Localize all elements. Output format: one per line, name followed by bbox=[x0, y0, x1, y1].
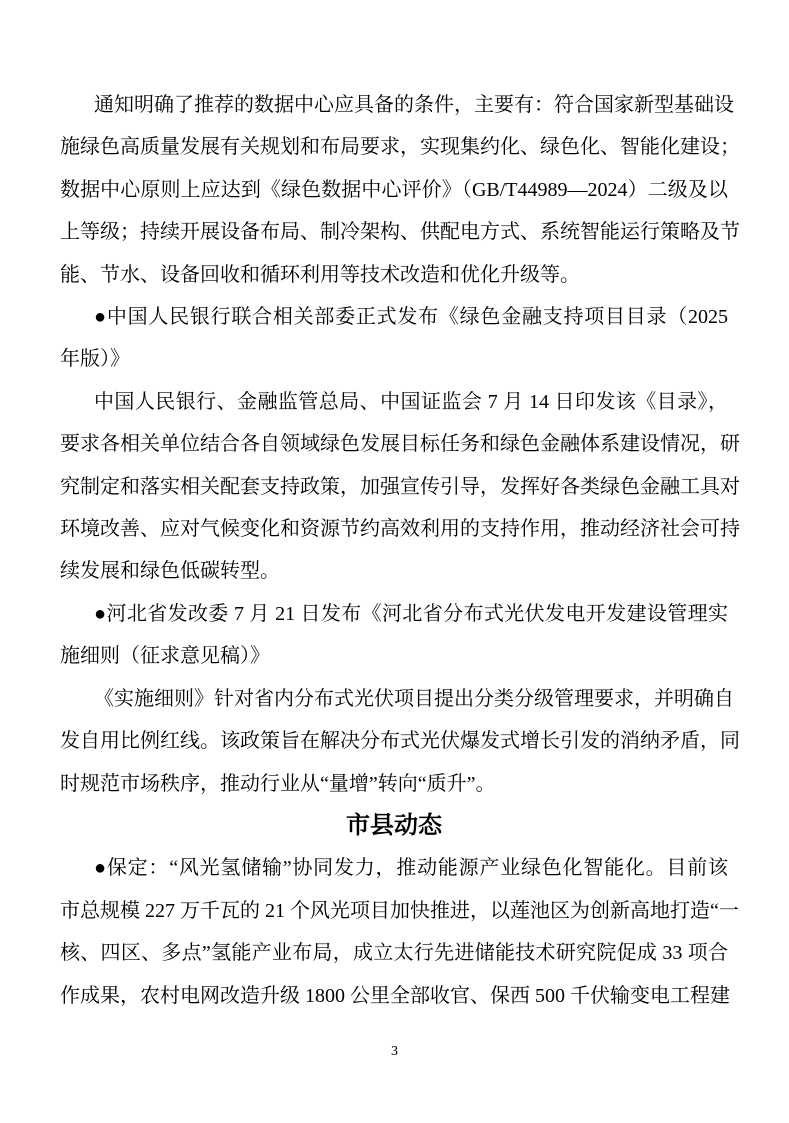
text-line: 年版）》 bbox=[60, 348, 130, 371]
paragraph bbox=[60, 84, 740, 296]
text-line: 续发展和绿色低碳转型。 bbox=[60, 560, 280, 583]
text-line: 究制定和落实相关配套支持政策，加强宣传引导，发挥好各类绿色金融工具对 bbox=[60, 475, 740, 498]
text-line: 能、节水、设备回收和循环利用等技术改造和优化升级等。 bbox=[60, 263, 580, 286]
text-line: 作成果，农村电网改造升级 1800 公里全部收官、保西 500 千伏输变电工程建 bbox=[60, 984, 730, 1007]
text-line: 数据中心原则上应达到《绿色数据中心评价》（GB/T44989—2024）二级及以 bbox=[60, 178, 728, 201]
text-line: 通知明确了推荐的数据中心应具备的条件，主要有：符合国家新型基础设 bbox=[94, 94, 734, 116]
text-line: 核、四区、多点”氢能产业布局，成立太行先进储能技术研究院促成 33 项合 bbox=[60, 942, 728, 965]
text-line: 环境改善、应对气候变化和资源节约高效利用的支持作用，推动经济社会可持 bbox=[60, 518, 740, 541]
text-line: 发自用比例红线。该政策旨在解决分布式光伏爆发式增长引发的消纳矛盾，同 bbox=[60, 730, 740, 753]
page-number-footer bbox=[0, 1044, 789, 1060]
text-line: 施细则（征求意见稿）》 bbox=[60, 645, 270, 668]
paragraph bbox=[60, 381, 740, 593]
text-line: 施绿色高质量发展有关规划和布局要求，实现集约化、绿色化、智能化建设； bbox=[60, 136, 740, 159]
document-body bbox=[60, 84, 740, 1017]
text-line: 时规范市场秩序，推动行业从“量增”转向“质升”。 bbox=[60, 772, 496, 795]
page-number: 3 bbox=[391, 1044, 398, 1059]
text-line: 要求各相关单位结合各自领域绿色发展目标任务和绿色金融体系建设情况，研 bbox=[60, 433, 740, 456]
heading-text: 市县动态 bbox=[346, 811, 442, 839]
text-line: 上等级；持续开展设备布局、制冷架构、供配电方式、系统智能运行策略及节 bbox=[60, 221, 740, 244]
text-line: ●保定：“风光氢储输”协同发力，推动能源产业绿色化智能化。目前该 bbox=[94, 857, 728, 880]
paragraph bbox=[60, 678, 740, 805]
text-line: ●河北省发改委 7 月 21 日发布《河北省分布式光伏发电开发建设管理实 bbox=[94, 602, 728, 625]
text-line: 市总规模 227 万千瓦的 21 个风光项目加快推进，以莲池区为创新高地打造“一 bbox=[60, 899, 739, 922]
paragraph bbox=[60, 296, 728, 381]
paragraph bbox=[60, 847, 739, 1017]
text-line: ●中国人民银行联合相关部委正式发布《绿色金融支持项目目录（2025 bbox=[94, 306, 728, 329]
text-line: 《实施细则》针对省内分布式光伏项目提出分类分级管理要求，并明确自 bbox=[94, 687, 734, 710]
paragraph bbox=[60, 593, 728, 678]
section-heading bbox=[60, 805, 728, 847]
text-line: 中国人民银行、金融监管总局、中国证监会 7 月 14 日印发该《目录》， bbox=[94, 390, 728, 413]
